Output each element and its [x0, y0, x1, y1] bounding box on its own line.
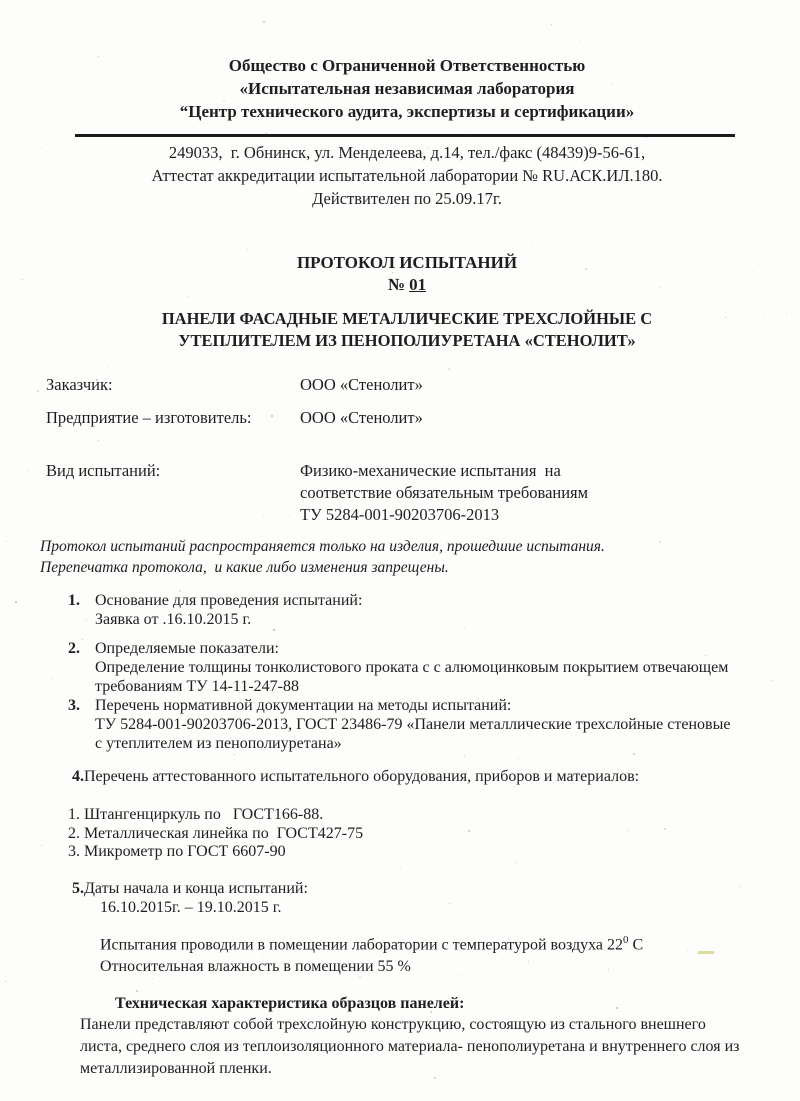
scan-speckle [6, 541, 7, 542]
scan-speckle [646, 137, 647, 138]
disclaimer-block [40, 536, 800, 578]
org-name-line1: Общество с Ограниченной Ответственностью [228, 56, 586, 75]
scan-speckle [24, 407, 25, 408]
scan-speckle [464, 755, 465, 756]
scan-speckle [469, 130, 470, 131]
subject-title-block [0, 308, 800, 352]
item-title: Определяемые показатели: [95, 640, 279, 657]
item-title: Основание для проведения испытаний: [95, 592, 363, 609]
scan-speckle [241, 221, 242, 222]
field-value-test-type: Физико-механические испытания на соответствие обязательным требованиям ТУ 5284-001-90203706-2013 [300, 461, 593, 524]
temperature-superscript: 0 [623, 933, 629, 946]
section4-heading [72, 767, 732, 787]
disclaimer-line2: Перепечатка протокола, и какие либо изменения запрещены. [40, 559, 449, 576]
scan-speckle [62, 1037, 63, 1038]
item-number: 3. [68, 697, 80, 714]
scan-speckle [136, 990, 138, 992]
item-number: 2. [68, 640, 80, 657]
scan-speckle [152, 978, 153, 979]
field-label-manufacturer: Предприятие – изготовитель: [46, 408, 252, 427]
scan-speckle [518, 758, 519, 759]
scan-speckle [750, 1077, 751, 1078]
contact-block [0, 141, 800, 210]
equipment-item-3: 3. Микрометр по ГОСТ 6607-90 [68, 843, 286, 860]
section4-number: 4. [72, 768, 84, 785]
scan-speckle [633, 753, 635, 755]
section4-title: Перечень аттестованного испытательного оборудования, приборов и материалов: [84, 768, 640, 785]
item-body: Определение толщины тонколистового проката с с алюмоцинковым покрытием отвечающем требованиям ТУ 14-11-247-88 [95, 659, 733, 695]
item-content [95, 591, 740, 629]
scan-speckle [400, 867, 401, 868]
protocol-number: 01 [409, 275, 427, 294]
scan-speckle [187, 296, 188, 297]
numbered-item-3 [68, 696, 800, 753]
tech-characteristics-heading: Техническая характеристика образцов панелей: [115, 994, 465, 1012]
section5-block [72, 879, 800, 917]
header-divider [75, 134, 735, 137]
numbered-list [0, 591, 800, 753]
scan-speckle [5, 981, 6, 982]
scan-speckle [532, 242, 533, 243]
scan-speckle [37, 390, 39, 392]
tech-characteristics-body: Панели представляют собой трехслойную конструкцию, состоящую из стального внешнего листа, среднего слоя из теплоизоляционного материала- пенополиуретана и внутреннего слоя из металлизированной пленки. [80, 1015, 740, 1077]
numbered-item-1 [68, 591, 800, 629]
protocol-title: ПРОТОКОЛ ИСПЫТАНИЙ [296, 253, 518, 272]
field-label-customer: Заказчик: [46, 375, 113, 394]
temperature-text: Испытания проводили в помещении лаборатории с температурой воздуха 22 [100, 935, 624, 953]
numbered-item-2 [68, 639, 800, 696]
equipment-item-1: 1. Штангенциркуль по ГОСТ166-88. [68, 806, 324, 823]
section5-heading [72, 879, 800, 898]
scan-speckle [69, 892, 70, 893]
scan-speckle [108, 367, 109, 368]
accreditation-line: Аттестат аккредитации испытательной лаборатории № RU.АСК.ИЛ.180. [151, 166, 663, 185]
section5-title: Даты начала и конца испытаний: [84, 879, 308, 897]
scan-speckle [448, 368, 450, 370]
field-row-test-type [46, 460, 800, 526]
test-dates: 16.10.2015г. – 19.10.2015 г. [100, 898, 282, 916]
org-name-line2: «Испытательная независимая лаборатория [239, 79, 575, 98]
protocol-number-prefix: № [387, 275, 410, 294]
protocol-title-block [0, 252, 800, 296]
section5-number: 5. [72, 879, 84, 897]
item-content [95, 639, 740, 696]
scan-speckle [41, 845, 42, 846]
org-header [0, 0, 800, 123]
item-number: 1. [68, 592, 80, 609]
scan-speckle [515, 862, 516, 863]
field-row-manufacturer [46, 407, 800, 429]
field-value-manufacturer: ООО «Стенолит» [300, 408, 423, 427]
field-label-test-type: Вид испытаний: [46, 461, 161, 480]
condition-temperature [100, 929, 800, 956]
protocol-number-line [14, 274, 800, 296]
field-row-customer [46, 374, 800, 396]
fields-block [46, 374, 800, 526]
org-name-line3: “Центр технического аудита, экспертизы и сертификации» [179, 102, 635, 121]
item-body: Заявка от .16.10.2015 г. [95, 611, 252, 628]
item-title: Перечень нормативной документации на методы испытаний: [95, 697, 512, 714]
scan-speckle [247, 249, 248, 250]
valid-until-line: Действителен по 25.09.17г. [312, 189, 502, 208]
address-line: 249033, г. Обнинск, ул. Менделеева, д.14, тел./факс (48439)9-56-61, [168, 143, 646, 162]
scan-speckle [402, 754, 403, 755]
subject-title: ПАНЕЛИ ФАСАДНЫЕ МЕТАЛЛИЧЕСКИЕ ТРЕХСЛОЙНЫЕ С УТЕПЛИТЕЛЕМ ИЗ ПЕНОПОЛИУРЕТАНА «СТЕНОЛИТ» [161, 309, 653, 350]
scan-speckle [28, 470, 29, 471]
disclaimer-line1: Протокол испытаний распространяется только на изделия, прошедшие испытания. [40, 538, 605, 555]
temperature-unit: С [628, 935, 644, 953]
item-body: ТУ 5284-001-90203706-2013, ГОСТ 23486-79 «Панели металлические трехслойные стеновые с утеплителем из пенополиуретана» [95, 716, 735, 752]
conditions-block [100, 929, 800, 978]
equipment-item-2: 2. Металлическая линейка по ГОСТ427-75 [68, 824, 364, 842]
scan-speckle [234, 754, 235, 755]
equipment-list [68, 806, 800, 862]
item-content [95, 696, 740, 753]
scan-speckle [713, 531, 714, 532]
field-value-customer: ООО «Стенолит» [300, 375, 423, 394]
condition-humidity: Относительная влажность в помещении 55 % [100, 957, 411, 975]
